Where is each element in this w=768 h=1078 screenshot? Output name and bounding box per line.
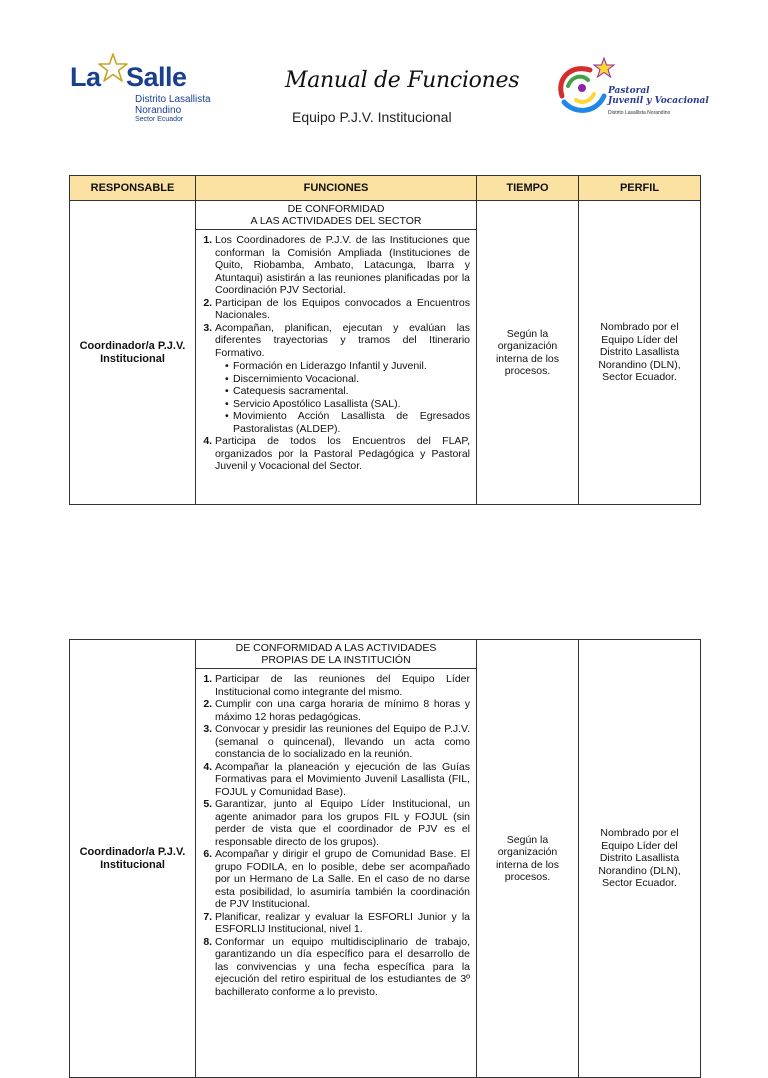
logo-line-distrito: Distrito Lasallista xyxy=(135,94,211,105)
logo-line-norandino: Norandino xyxy=(135,105,182,116)
bullet-item: • Formación en Liderazgo Infantil y Juvenil. xyxy=(225,360,470,373)
list-item: 4. Acompañar la planeación y ejecución de las Guías Formativas para el Movimiento Juvenil Lasallista (FIL, FOJUL y Comunidad Base). xyxy=(215,761,470,799)
list-item: 2. Participan de los Equipos convocados a Encuentros Nacionales. xyxy=(215,297,470,322)
functions-list xyxy=(201,234,470,473)
list-item: 8. Conformar un equipo multidisciplinario de trabajo, garantizando un día específico para el desarrollo de las convivencias y una fecha específica para la ejecución del retiro espiritual de los estudiantes de 3º bachillerato conforme a lo previsto. xyxy=(215,936,470,999)
functions-list-cell xyxy=(196,230,477,505)
table-row xyxy=(70,640,701,669)
list-item: 6. Acompañar y dirigir el grupo de Comunidad Base. El grupo FODILA, en lo posible, debe ser acompañado por un Hermano de La Salle. En el caso de no darse esta posibilidad, lo asumiría también la coordinación de PJV Institucional. xyxy=(215,848,470,911)
list-item-text: Acompañan, planifican, ejecutan y evalúan las diferentes trayectorias y tramos del Itinerario Formativo. xyxy=(215,321,470,359)
tiempo-cell: Según la organización interna de los procesos. xyxy=(477,640,579,1078)
bullet-item: • Catequesis sacramental. xyxy=(225,385,470,398)
bullet-item: • Discernimiento Vocacional. xyxy=(225,373,470,386)
pastoral-logo-line2: Juvenil y Vocacional xyxy=(608,96,709,106)
document-title: Manual de Funciones xyxy=(285,68,520,93)
responsable-cell: Coordinador/a P.J.V. Institucional xyxy=(70,640,196,1078)
list-item: 7. Planificar, realizar y evaluar la ESFORLI Junior y la ESFORLIJ Institucional, nivel 1. xyxy=(215,911,470,936)
logo-line-sector: Sector Ecuador xyxy=(135,116,184,123)
page-header xyxy=(0,0,768,160)
perfil-cell: Nombrado por el Equipo Líder del Distrito Lasallista Norandino (DLN), Sector Ecuador. xyxy=(579,640,701,1078)
list-item: 1. Los Coordinadores de P.J.V. de las Instituciones que conforman la Comisión Ampliada (Instituciones de Quito, Riobamba, Ambato, Latacunga, Ibarra y Atuntaqui) asistirán a las reuniones planificadas por la Coordinación PJV Sectorial. xyxy=(215,234,470,297)
list-item: 5. Garantizar, junto al Equipo Líder Institucional, un agente animador para los grupos FIL y FOJUL (sin perder de vista que el coordinador de PJV es el responsable directo de los grupos). xyxy=(215,798,470,848)
header-responsable: RESPONSABLE xyxy=(70,176,196,201)
section-title-line2: PROPIAS DE LA INSTITUCIÓN xyxy=(261,654,411,666)
section-title xyxy=(196,201,477,230)
star-icon xyxy=(98,52,128,84)
la-salle-logo xyxy=(70,52,230,126)
bullet-item: • Movimiento Acción Lasallista de Egresados Pastoralistas (ALDEP). xyxy=(225,410,470,435)
header-tiempo: TIEMPO xyxy=(477,176,579,201)
section-title-line1: DE CONFORMIDAD A LAS ACTIVIDADES xyxy=(235,641,437,654)
bullet-item: • Servicio Apostólico Lasallista (SAL). xyxy=(225,398,470,411)
logo-word-la: La xyxy=(70,62,101,92)
bullet-list xyxy=(215,360,470,435)
header-funciones: FUNCIONES xyxy=(196,176,477,201)
table-row xyxy=(70,201,701,230)
list-item: 2. Cumplir con una carga horaria de mínimo 8 horas y máximo 12 horas pedagógicas. xyxy=(215,698,470,723)
tiempo-cell: Según la organización interna de los procesos. xyxy=(477,201,579,505)
functions-list-cell xyxy=(196,669,477,1078)
section-title-line1: DE CONFORMIDAD xyxy=(287,202,385,215)
section-title-line2: A LAS ACTIVIDADES DEL SECTOR xyxy=(250,215,422,227)
pastoral-logo-line1: Pastoral xyxy=(608,86,650,96)
header-perfil: PERFIL xyxy=(579,176,701,201)
document-subtitle: Equipo P.J.V. Institucional xyxy=(292,109,452,125)
list-item: 1. Participar de las reuniones del Equipo Líder Institucional como integrante del mismo. xyxy=(215,673,470,698)
pastoral-logo-line3: Distrito Lasallista Norandino xyxy=(608,110,671,116)
table-header-row xyxy=(70,176,701,201)
functions-table-institution xyxy=(69,639,701,1078)
list-item: 4. Participa de todos los Encuentros del FLAP, organizados por la Pastoral Pedagógica y Pastoral Juvenil y Vocacional del Sector. xyxy=(215,435,470,473)
logo-word-salle: Salle xyxy=(126,62,187,92)
list-item xyxy=(215,322,470,436)
responsable-cell: Coordinador/a P.J.V. Institucional xyxy=(70,201,196,505)
perfil-cell: Nombrado por el Equipo Líder del Distrito Lasallista Norandino (DLN), Sector Ecuador. xyxy=(579,201,701,505)
pastoral-logo xyxy=(552,56,709,122)
functions-table-sector xyxy=(69,175,701,505)
functions-list xyxy=(201,673,470,998)
section-title xyxy=(196,640,477,669)
list-item: 3. Convocar y presidir las reuniones del Equipo de P.J.V. (semanal o quincenal), llevando un acta como constancia de lo socializado en la reunión. xyxy=(215,723,470,761)
